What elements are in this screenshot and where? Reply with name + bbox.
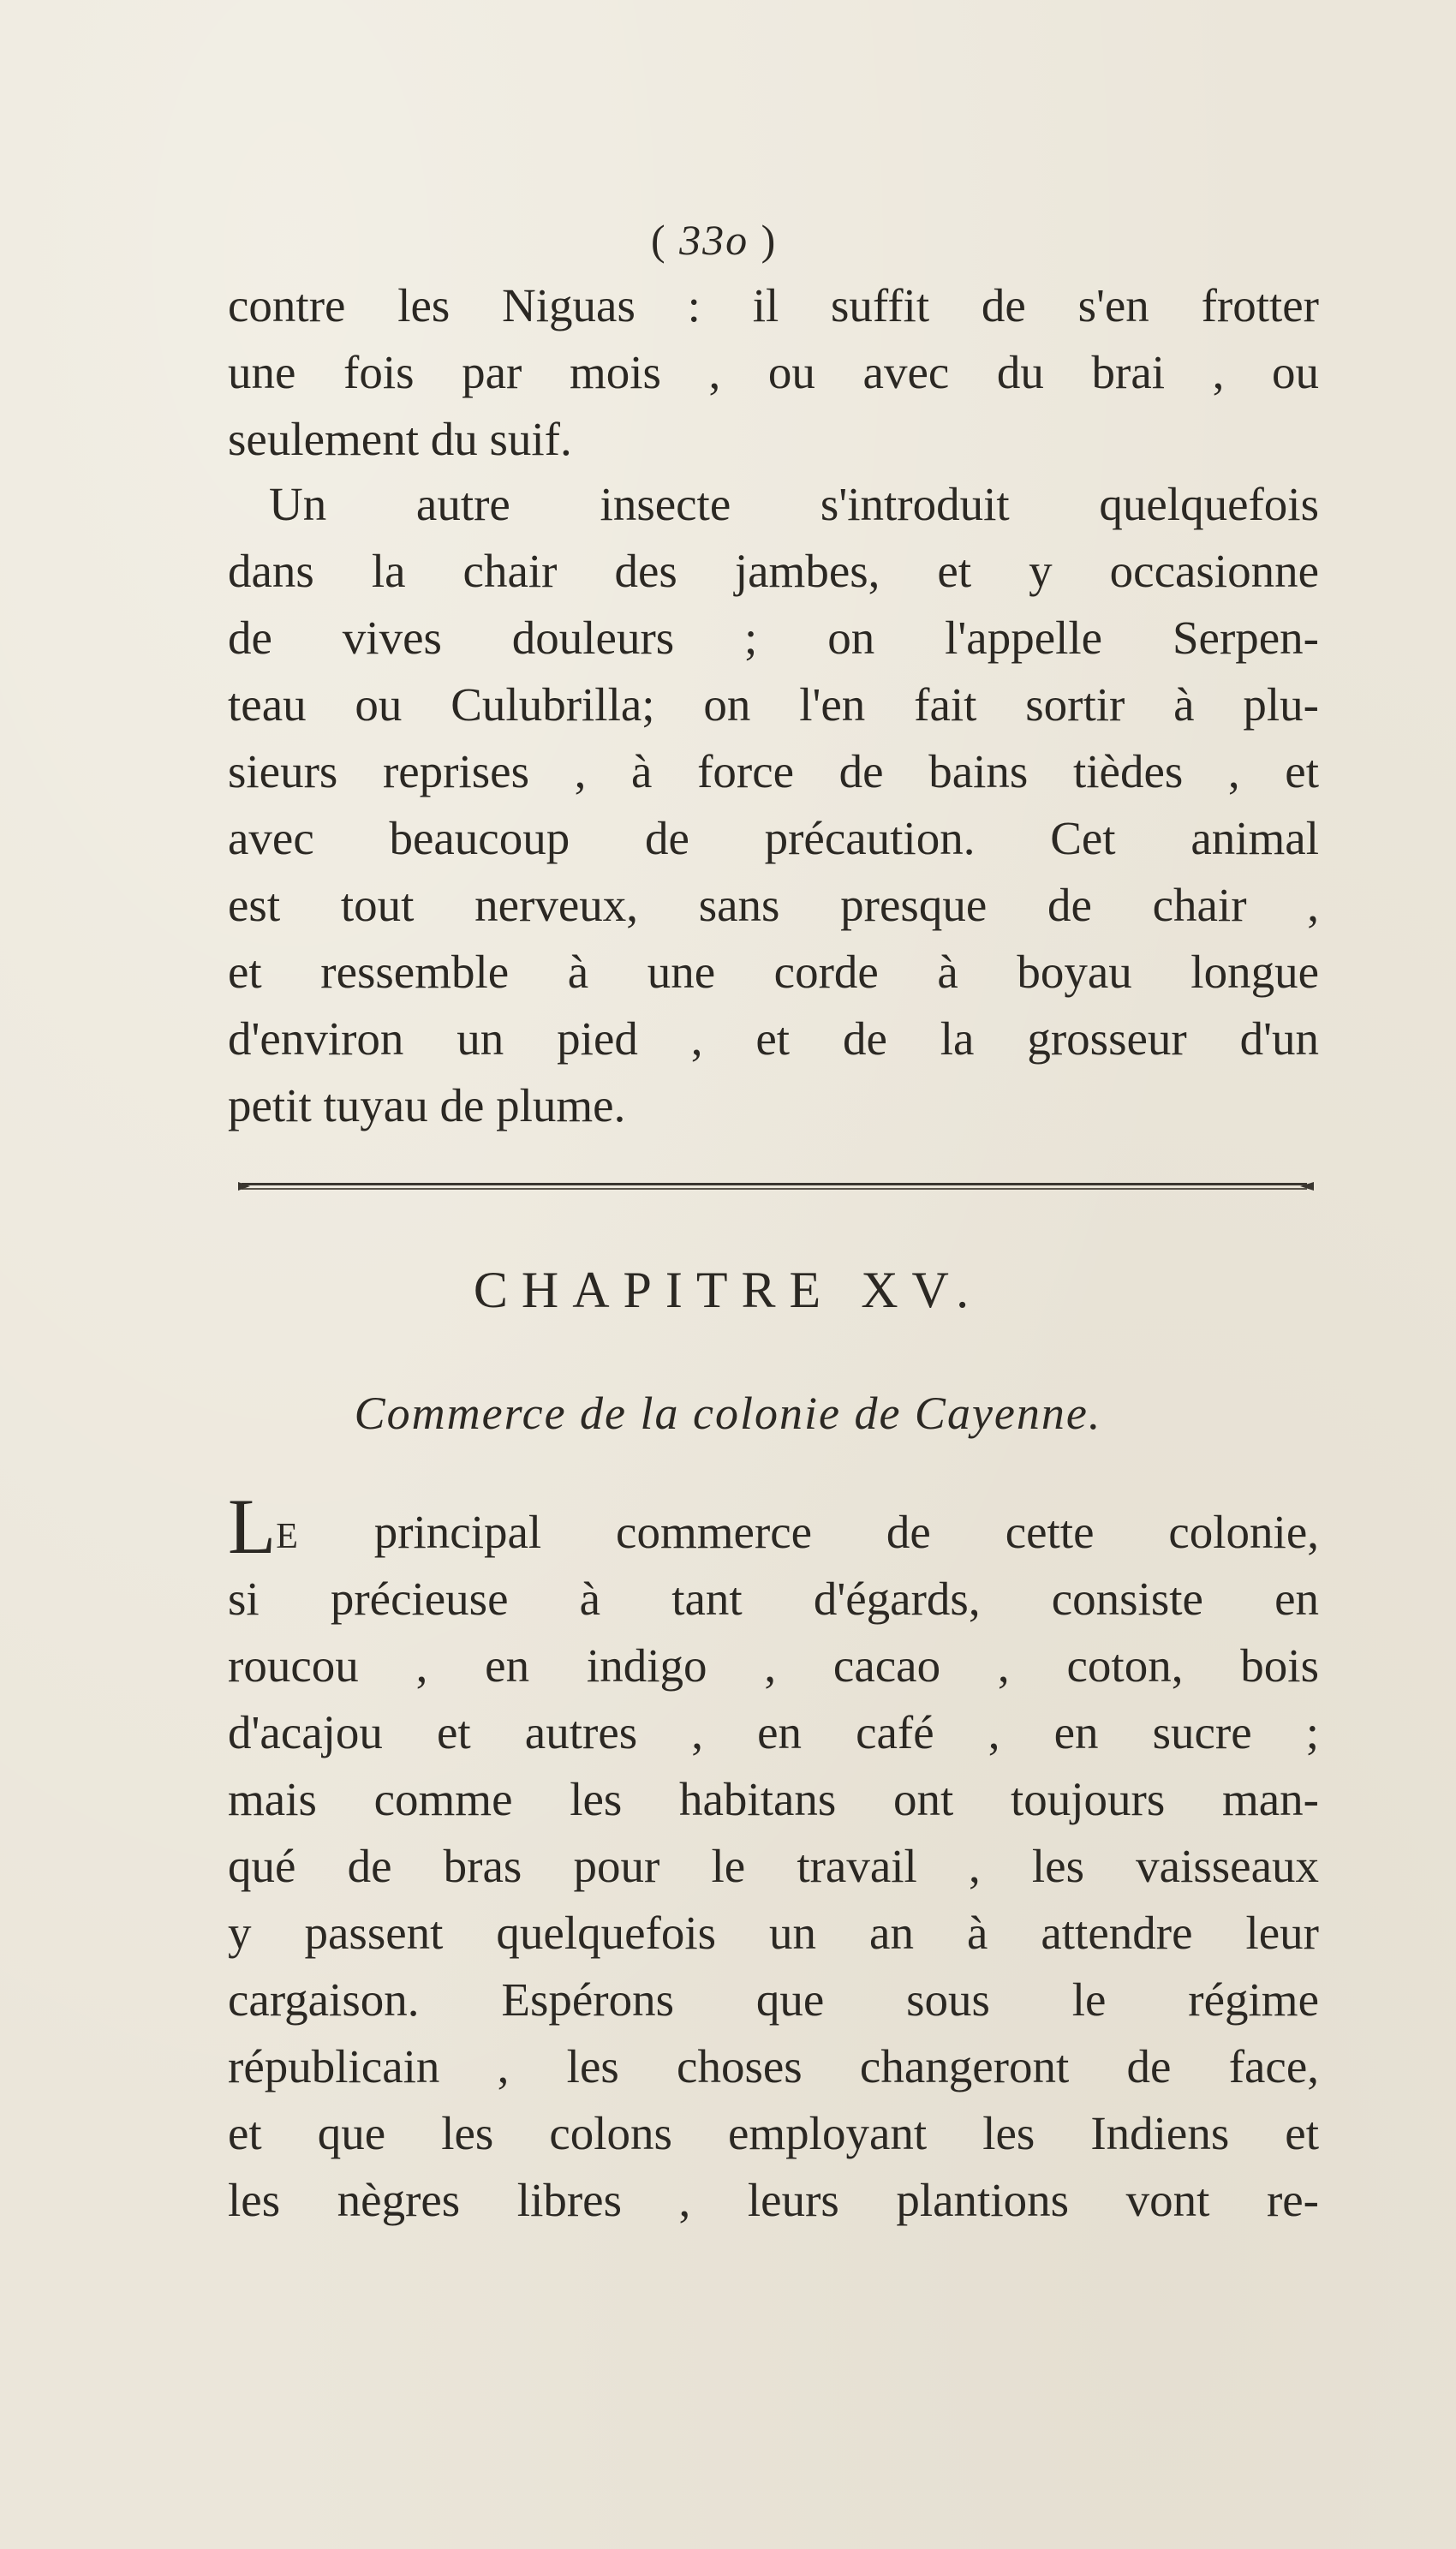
text-line: y passent quelquefois un an à attendre leur xyxy=(228,1907,1319,1959)
folio-number: 33o xyxy=(679,216,749,264)
first-line-text: principal commerce de cette colonie, xyxy=(299,1506,1319,1558)
text-line: petit tuyau de plume. xyxy=(228,1079,626,1131)
folio-open-paren: ( xyxy=(651,216,667,264)
text-line: dans la chair des jambes, et y occasionne xyxy=(228,545,1319,597)
text-line: mais comme les habitans ont toujours man- xyxy=(228,1773,1319,1825)
paragraph-niguas xyxy=(228,272,1319,473)
text-line: si précieuse à tant d'égards, consiste en xyxy=(228,1573,1319,1625)
drop-cap: L xyxy=(228,1483,277,1570)
text-line: républicain , les choses changeront de face, xyxy=(228,2040,1319,2092)
text-line: qué de bras pour le travail , les vaisseaux xyxy=(228,1840,1319,1892)
text-line: une fois par mois , ou avec du brai , ou xyxy=(228,346,1319,398)
text-line: seulement du suif. xyxy=(228,413,572,465)
text-line: roucou , en indigo , cacao , coton, bois xyxy=(228,1639,1319,1692)
folio-close-paren: ) xyxy=(761,216,778,264)
chapter-heading: CHAPITRE XV. xyxy=(473,1262,983,1318)
paragraph-commerce xyxy=(228,1483,1319,2234)
text-line: de vives douleurs ; on l'appelle Serpen- xyxy=(228,612,1319,664)
text-line: Un autre insecte s'introduit quelquefois xyxy=(269,478,1319,530)
text-line: cargaison. Espérons que sous le régime xyxy=(228,1973,1319,2026)
paragraph-serpenteau xyxy=(228,471,1319,1139)
page-number xyxy=(651,212,856,267)
text-line: teau ou Culubrilla; on l'en fait sortir à plu- xyxy=(228,678,1319,731)
text-line: et que les colons employant les Indiens et xyxy=(228,2107,1319,2159)
text-line: est tout nerveux, sans presque de chair , xyxy=(228,879,1319,931)
text-line: et ressemble à une corde à boyau longue xyxy=(228,946,1319,998)
text-line: d'environ un pied , et de la grosseur d'un xyxy=(228,1012,1319,1065)
text-line: les nègres libres , leurs plantions vont re- xyxy=(228,2174,1319,2226)
text-line: avec beaucoup de précaution. Cet animal xyxy=(228,812,1319,864)
chapter-subtitle: Commerce de la colonie de Cayenne. xyxy=(354,1388,1102,1439)
text-line-first xyxy=(228,1483,1319,1570)
text-line: sieurs reprises , à force de bains tièdes , et xyxy=(228,745,1319,797)
text-line: d'acajou et autres , en café , en sucre ; xyxy=(228,1706,1319,1758)
chapter-separator-rule xyxy=(238,1180,1314,1194)
small-caps-letter: E xyxy=(276,1517,300,1556)
text-line: contre les Niguas : il suffit de s'en frotter xyxy=(228,279,1319,331)
